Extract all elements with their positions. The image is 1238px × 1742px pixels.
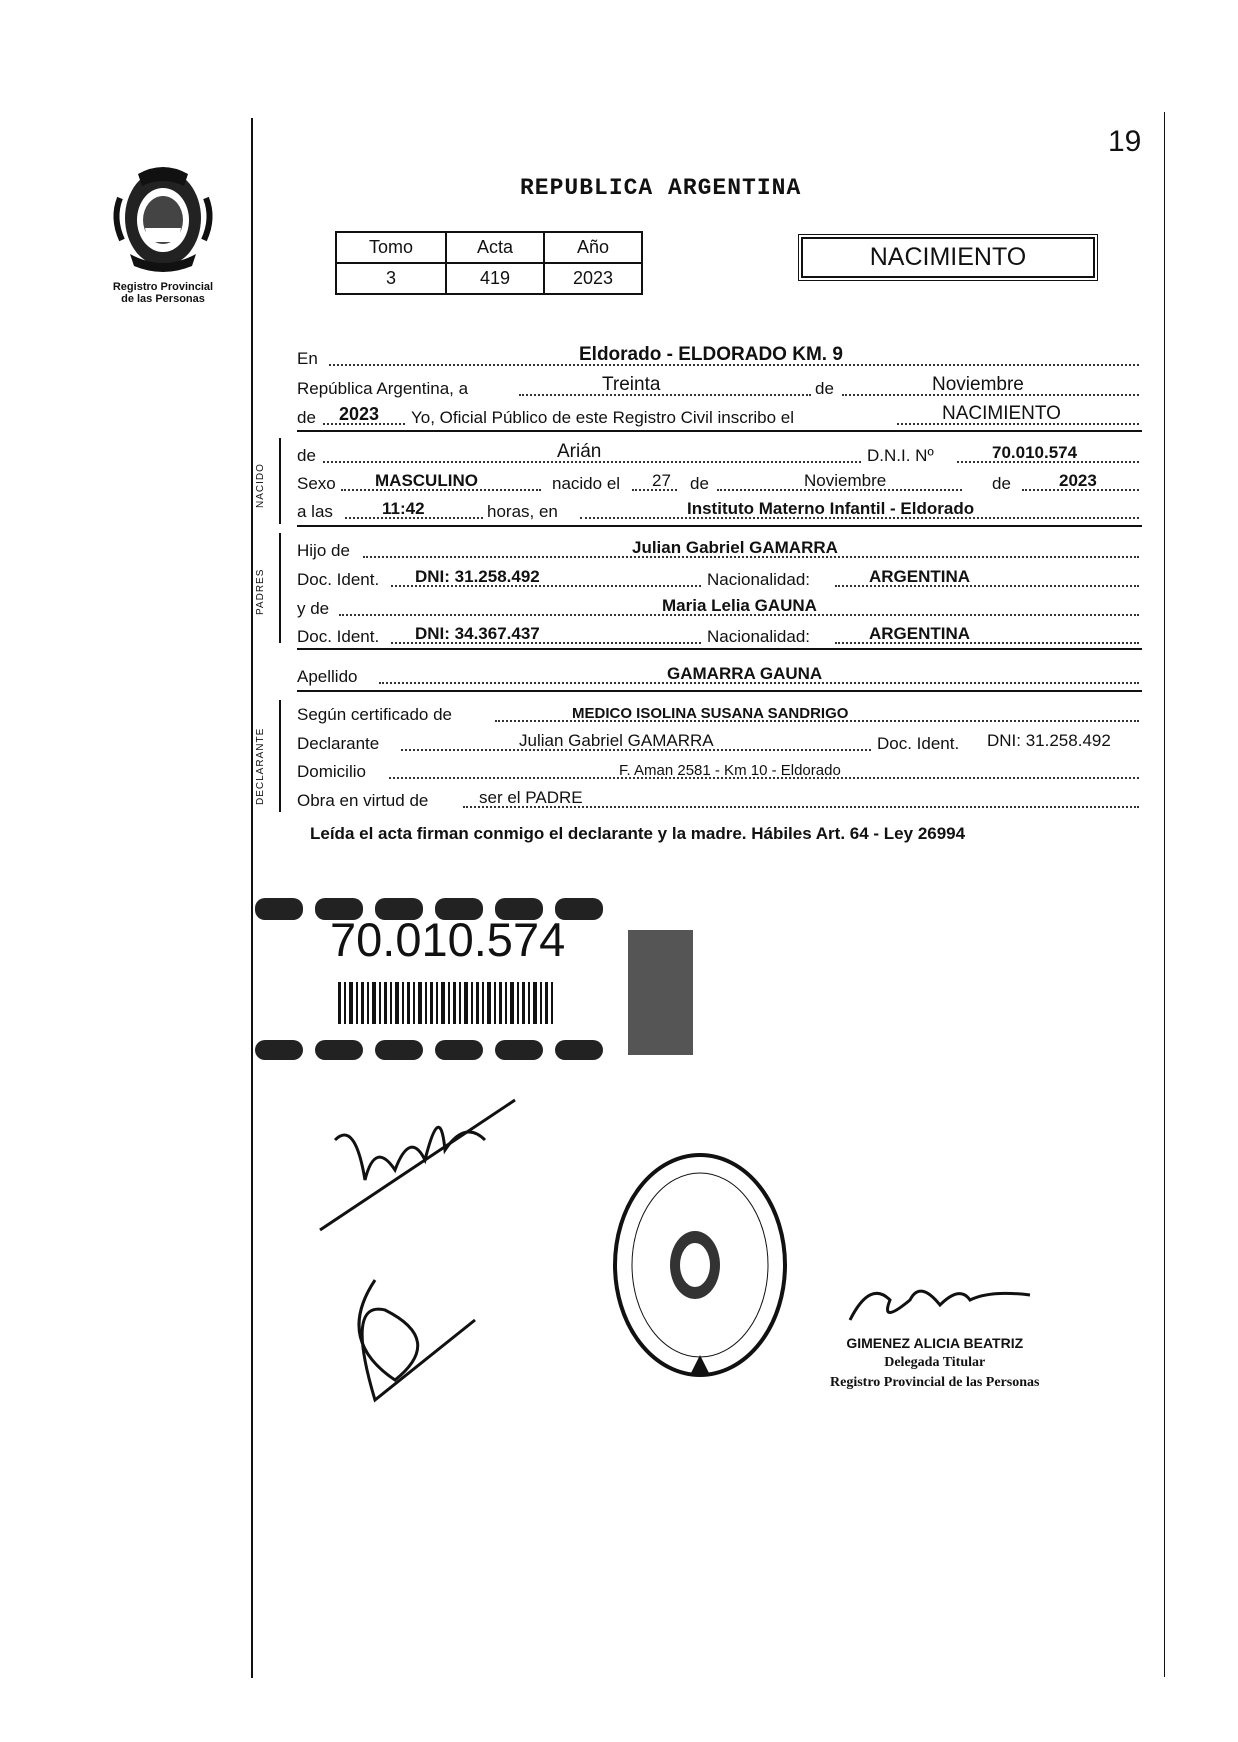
birth-day-value: 27 <box>652 471 671 490</box>
seal-ring-text <box>615 1410 616 1411</box>
section-divider <box>297 430 1142 432</box>
line-declarant <box>297 729 1142 755</box>
declarant-signature-icon <box>315 1080 535 1410</box>
line-mother-doc <box>297 622 1142 648</box>
header-tomo: Tomo <box>336 232 446 263</box>
capacity-value: ser el PADRE <box>479 788 583 807</box>
section-divider <box>297 690 1142 692</box>
doc-label: Doc. Ident. <box>297 627 380 646</box>
registry-label-line2: de las Personas <box>121 293 205 305</box>
certificate-value: MEDICO ISOLINA SUSANA SANDRIGO <box>572 705 849 722</box>
domicilio-label: Domicilio <box>297 762 366 781</box>
declarant-value: Julian Gabriel GAMARRA <box>519 731 714 750</box>
sexo-label: Sexo <box>297 474 336 493</box>
country-title: REPUBLICA ARGENTINA <box>520 175 802 201</box>
father-doc-value: DNI: 31.258.492 <box>415 567 540 586</box>
declarant-doc-value: DNI: 31.258.492 <box>987 731 1111 750</box>
officer-signature-icon <box>840 1270 1040 1330</box>
value-acta: 419 <box>446 263 544 294</box>
declarante-label: Declarante <box>297 734 380 753</box>
birth-year-value: 2023 <box>1059 471 1097 490</box>
decl-doc-label: Doc. Ident. <box>877 734 960 753</box>
mother-doc-value: DNI: 34.367.437 <box>415 624 540 643</box>
registry-label-line1: Registro Provincial <box>112 281 214 293</box>
line-surname <box>297 662 1142 688</box>
mother-value: Maria Lelia GAUNA <box>662 596 817 615</box>
officer-block <box>830 1333 1039 1393</box>
hijo-label: Hijo de <box>297 541 350 560</box>
line-name <box>297 441 1142 467</box>
record-table <box>335 231 643 295</box>
line-birth <box>297 469 1142 495</box>
line-address <box>297 757 1142 783</box>
section-divider <box>297 525 1142 527</box>
father-nationality-value: ARGENTINA <box>869 567 971 586</box>
registry-seal-icon <box>605 1150 795 1390</box>
hora-label: a las <box>297 502 333 521</box>
nac-label: Nacionalidad: <box>707 627 811 646</box>
en-label: En <box>297 349 318 368</box>
line-father-doc <box>297 565 1142 591</box>
apellido-label: Apellido <box>297 667 358 686</box>
officer-office: Registro Provincial de las Personas <box>830 1375 1040 1390</box>
section-label-nacido: NACIDO <box>255 463 266 508</box>
republica-label: República Argentina, a <box>297 379 469 398</box>
right-margin-rule <box>1164 112 1165 1677</box>
line-place <box>297 344 1142 370</box>
time-value: 11:42 <box>382 499 425 518</box>
year-value: 2023 <box>339 404 380 424</box>
closing-note: Leída el acta firman conmigo el declarante y la madre. Hábiles Art. 64 - Ley 26994 <box>310 824 966 843</box>
nacido-label: nacido el <box>552 474 621 493</box>
doc-label: Doc. Ident. <box>297 570 380 589</box>
father-value: Julian Gabriel GAMARRA <box>632 538 838 557</box>
address-value: F. Aman 2581 - Km 10 - Eldorado <box>619 762 841 779</box>
act-type-value: NACIMIENTO <box>942 403 1061 424</box>
name-value: Arián <box>557 441 602 462</box>
value-tomo: 3 <box>336 263 446 294</box>
header-anio: Año <box>544 232 642 263</box>
section-divider <box>297 648 1142 650</box>
segun-label: Según certificado de <box>297 705 452 724</box>
province-shield-icon <box>108 158 218 276</box>
dotted-fill <box>519 394 811 396</box>
value-anio: 2023 <box>544 263 642 294</box>
line-certificate <box>297 700 1142 726</box>
sticker-number: 70.010.574 <box>330 913 566 966</box>
officer-name: GIMENEZ ALICIA BEATRIZ <box>846 1335 1024 1351</box>
surname-value: GAMARRA GAUNA <box>667 664 823 683</box>
mother-nationality-value: ARGENTINA <box>869 624 971 643</box>
month-value: Noviembre <box>932 374 1024 395</box>
de-label: de <box>815 379 834 398</box>
dni-label: D.N.I. Nº <box>867 446 934 465</box>
section-label-declarante: DECLARANTE <box>255 727 266 805</box>
obra-label: Obra en virtud de <box>297 791 429 810</box>
header-acta: Acta <box>446 232 544 263</box>
de2-label: de <box>297 408 316 427</box>
sex-value: MASCULINO <box>375 471 478 490</box>
line-father <box>297 536 1142 562</box>
place-value: Eldorado - ELDORADO KM. 9 <box>579 344 843 365</box>
record-table-values <box>336 263 642 294</box>
de-mes-label: de <box>690 474 709 493</box>
yde-label: y de <box>297 599 330 618</box>
birth-place-value: Instituto Materno Infantil - Eldorado <box>687 499 975 518</box>
line-date <box>297 374 1142 400</box>
horas-label: horas, en <box>487 502 558 521</box>
day-words-value: Treinta <box>602 374 661 395</box>
registry-logo <box>88 158 238 305</box>
page-number: 19 <box>1108 125 1142 158</box>
de-anio-label: de <box>992 474 1011 493</box>
officer-role: Delegada Titular <box>884 1355 986 1370</box>
line-inscription <box>297 403 1142 429</box>
inscribo-text: Yo, Oficial Público de este Registro Civil inscribo el <box>411 408 794 427</box>
section-label-padres: PADRES <box>255 568 266 615</box>
nac-label: Nacionalidad: <box>707 570 811 589</box>
line-mother <box>297 594 1142 620</box>
record-table-header <box>336 232 642 263</box>
record-type-box: NACIMIENTO <box>801 237 1095 278</box>
nombre-label: de <box>297 446 316 465</box>
birth-month-value: Noviembre <box>804 471 887 490</box>
line-time-place <box>297 497 1142 523</box>
dni-value: 70.010.574 <box>992 443 1078 462</box>
line-capacity <box>297 786 1142 812</box>
